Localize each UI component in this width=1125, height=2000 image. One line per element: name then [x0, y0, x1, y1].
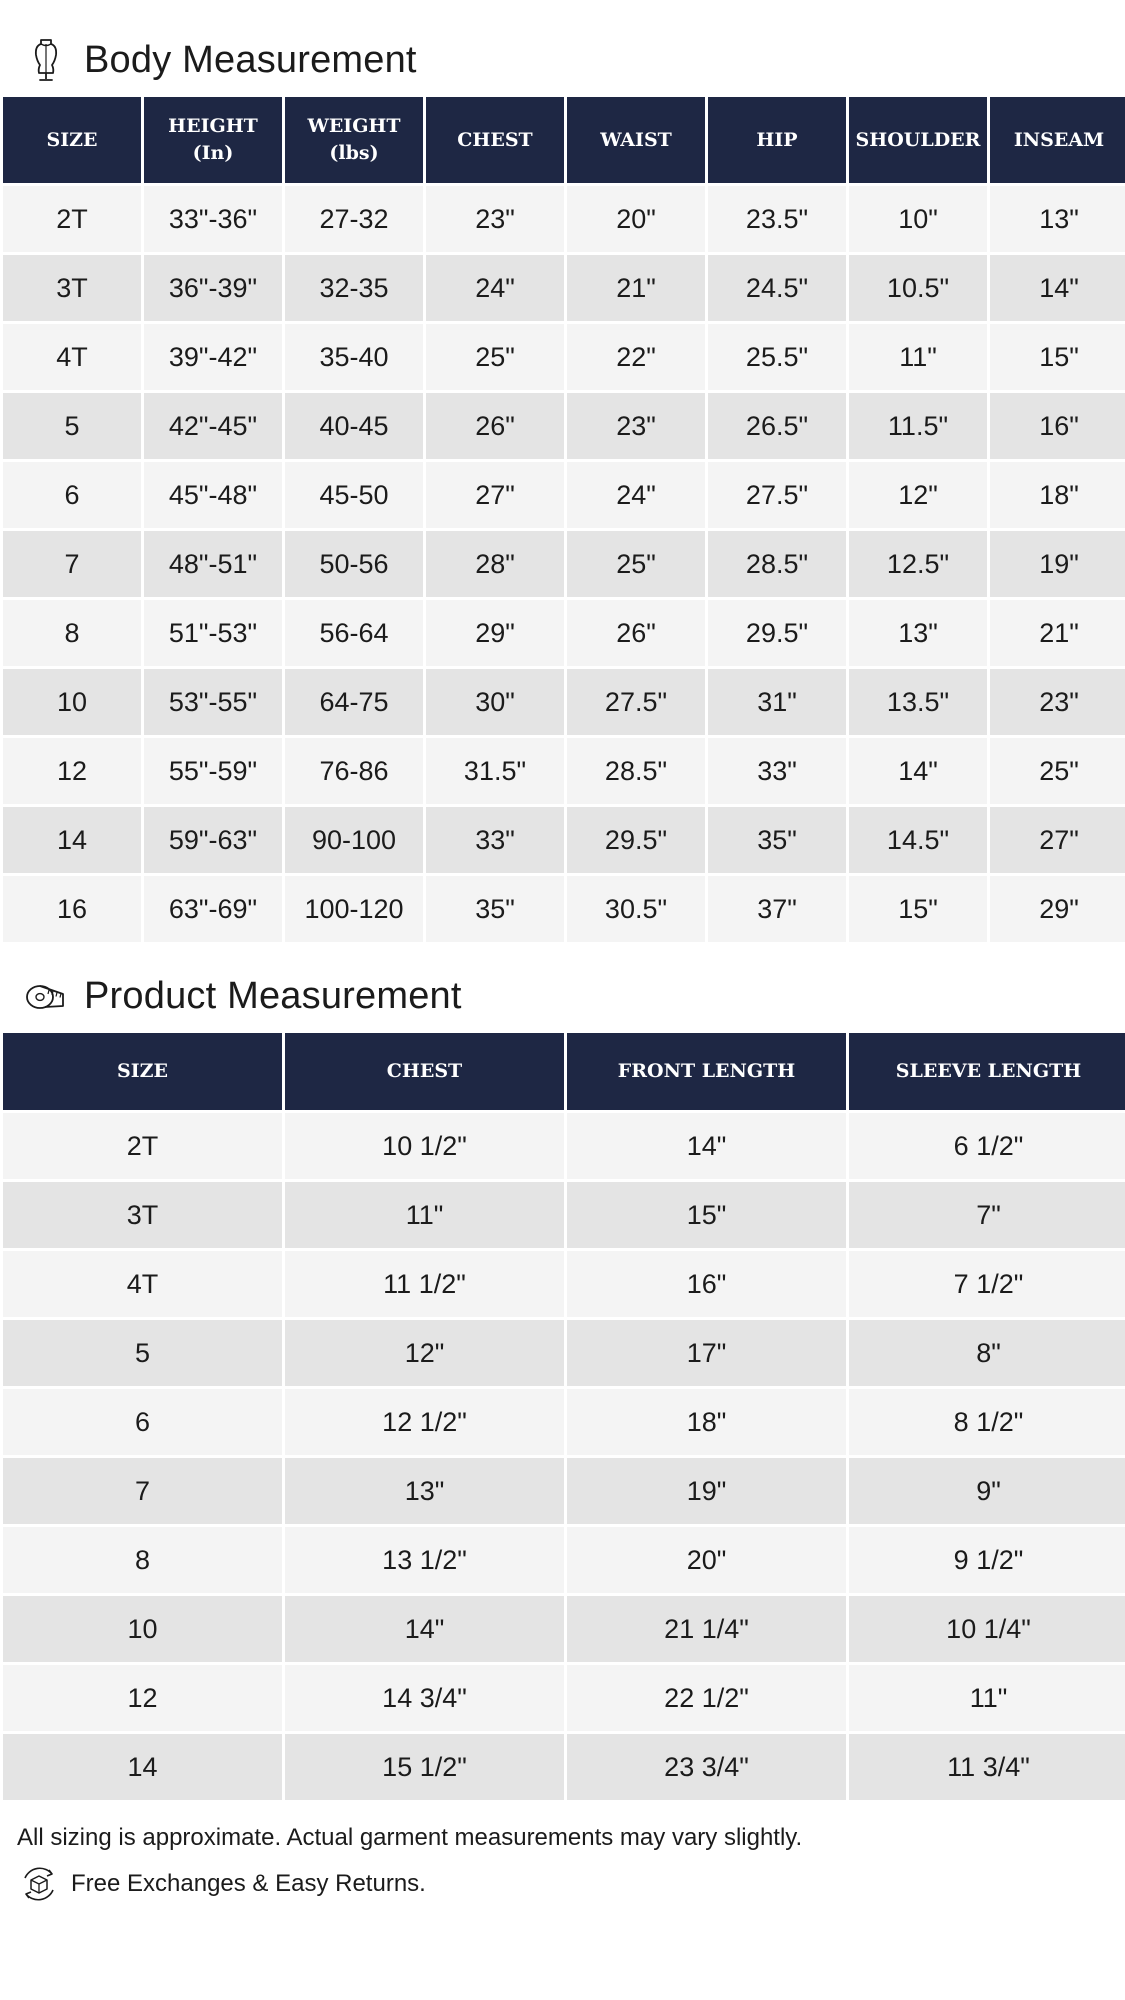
size-cell: 6	[3, 462, 141, 528]
column-header	[567, 1033, 846, 1110]
measurement-cell: 33"	[708, 738, 846, 804]
measurement-cell: 35-40	[285, 324, 423, 390]
table-row	[3, 600, 1125, 666]
measurement-cell: 10 1/4"	[849, 1596, 1125, 1662]
table-row	[3, 738, 1125, 804]
measurement-cell: 14"	[990, 255, 1125, 321]
measurement-cell: 23 3/4"	[567, 1734, 846, 1800]
column-header	[3, 97, 141, 183]
measurement-cell: 10 1/2"	[285, 1113, 564, 1179]
table-row	[3, 393, 1125, 459]
measurement-cell: 24.5"	[708, 255, 846, 321]
measurement-cell: 35"	[426, 876, 564, 942]
table-row	[3, 807, 1125, 873]
table-row	[3, 324, 1125, 390]
measurement-cell: 12"	[849, 462, 987, 528]
measurement-cell: 27"	[990, 807, 1125, 873]
body-measurement-heading	[0, 30, 417, 90]
measurement-cell: 15"	[990, 324, 1125, 390]
measurement-cell: 13.5"	[849, 669, 987, 735]
measurement-cell: 64-75	[285, 669, 423, 735]
column-header	[3, 1033, 282, 1110]
product-measurement-heading	[0, 966, 462, 1026]
measurement-cell: 7 1/2"	[849, 1251, 1125, 1317]
column-header	[144, 97, 282, 183]
table-row	[3, 186, 1125, 252]
measurement-cell: 23"	[426, 186, 564, 252]
column-header-label: WAIST	[600, 128, 672, 151]
measurement-cell: 25"	[567, 531, 705, 597]
measurement-cell: 15 1/2"	[285, 1734, 564, 1800]
measurement-cell: 26"	[567, 600, 705, 666]
dress-form-icon	[16, 30, 76, 90]
measurement-cell: 21 1/4"	[567, 1596, 846, 1662]
measurement-cell: 31"	[708, 669, 846, 735]
table-header-row	[3, 1033, 1125, 1110]
exchange-box-icon	[17, 1862, 61, 1906]
measurement-cell: 27.5"	[567, 669, 705, 735]
measurement-cell: 13 1/2"	[285, 1527, 564, 1593]
measurement-cell: 21"	[990, 600, 1125, 666]
product-measurement-table	[0, 1030, 1125, 1803]
table-row	[3, 1734, 1125, 1800]
measurement-cell: 16"	[567, 1251, 846, 1317]
measurement-cell: 9 1/2"	[849, 1527, 1125, 1593]
size-cell: 7	[3, 1458, 282, 1524]
measurement-cell: 50-56	[285, 531, 423, 597]
sizing-disclaimer: All sizing is approximate. Actual garment measurements may vary slightly.	[17, 1824, 803, 1851]
measurement-cell: 11 1/2"	[285, 1251, 564, 1317]
measurement-cell: 45-50	[285, 462, 423, 528]
table-row	[3, 1458, 1125, 1524]
measurement-cell: 7"	[849, 1182, 1125, 1248]
measurement-cell: 24"	[426, 255, 564, 321]
measurement-cell: 8 1/2"	[849, 1389, 1125, 1455]
measurement-cell: 30.5"	[567, 876, 705, 942]
size-cell: 16	[3, 876, 141, 942]
measurement-cell: 59"-63"	[144, 807, 282, 873]
size-cell: 5	[3, 393, 141, 459]
measurement-cell: 25.5"	[708, 324, 846, 390]
column-header	[990, 97, 1125, 183]
returns-info	[17, 1862, 426, 1906]
body-measurement-table	[0, 94, 1125, 945]
table-row	[3, 1113, 1125, 1179]
measurement-cell: 23"	[567, 393, 705, 459]
measurement-cell: 26"	[426, 393, 564, 459]
measurement-cell: 11"	[285, 1182, 564, 1248]
column-header-label: SIZE	[46, 128, 98, 151]
column-header-label: (lbs)	[329, 142, 379, 164]
column-header-label: CHEST	[386, 1060, 463, 1082]
measurement-cell: 12 1/2"	[285, 1389, 564, 1455]
measurement-cell: 51"-53"	[144, 600, 282, 666]
measurement-cell: 21"	[567, 255, 705, 321]
size-cell: 10	[3, 669, 141, 735]
measurement-cell: 14.5"	[849, 807, 987, 873]
size-cell: 2T	[3, 186, 141, 252]
column-header-label: SHOULDER	[855, 128, 981, 151]
size-cell: 10	[3, 1596, 282, 1662]
measurement-cell: 29"	[990, 876, 1125, 942]
measurement-cell: 13"	[285, 1458, 564, 1524]
measurement-cell: 20"	[567, 1527, 846, 1593]
size-cell: 2T	[3, 1113, 282, 1179]
size-cell: 3T	[3, 255, 141, 321]
table-header-row	[3, 97, 1125, 183]
size-cell: 5	[3, 1320, 282, 1386]
measurement-cell: 48"-51"	[144, 531, 282, 597]
measurement-cell: 32-35	[285, 255, 423, 321]
measurement-cell: 42"-45"	[144, 393, 282, 459]
measurement-cell: 31.5"	[426, 738, 564, 804]
measurement-cell: 22"	[567, 324, 705, 390]
column-header	[849, 97, 987, 183]
measurement-cell: 17"	[567, 1320, 846, 1386]
measurement-cell: 27.5"	[708, 462, 846, 528]
measurement-cell: 28.5"	[567, 738, 705, 804]
measurement-cell: 56-64	[285, 600, 423, 666]
table-row	[3, 255, 1125, 321]
measurement-cell: 14 3/4"	[285, 1665, 564, 1731]
measurement-cell: 53"-55"	[144, 669, 282, 735]
measurement-cell: 28"	[426, 531, 564, 597]
measurement-cell: 23"	[990, 669, 1125, 735]
measurement-cell: 36"-39"	[144, 255, 282, 321]
measurement-cell: 25"	[426, 324, 564, 390]
table-row	[3, 1665, 1125, 1731]
table-row	[3, 1251, 1125, 1317]
measurement-cell: 30"	[426, 669, 564, 735]
measurement-cell: 55"-59"	[144, 738, 282, 804]
column-header-label: HEIGHT	[168, 115, 258, 137]
measurement-cell: 18"	[567, 1389, 846, 1455]
size-cell: 8	[3, 1527, 282, 1593]
measurement-cell: 45"-48"	[144, 462, 282, 528]
measurement-cell: 24"	[567, 462, 705, 528]
measurement-cell: 15"	[567, 1182, 846, 1248]
table-row	[3, 669, 1125, 735]
size-cell: 14	[3, 1734, 282, 1800]
product-measurement-title: Product Measurement	[84, 974, 462, 1017]
measurement-cell: 76-86	[285, 738, 423, 804]
measurement-cell: 90-100	[285, 807, 423, 873]
measurement-cell: 40-45	[285, 393, 423, 459]
measurement-cell: 63"-69"	[144, 876, 282, 942]
size-cell: 4T	[3, 324, 141, 390]
measuring-tape-icon	[16, 966, 76, 1026]
measurement-cell: 8"	[849, 1320, 1125, 1386]
measurement-cell: 14"	[849, 738, 987, 804]
measurement-cell: 10"	[849, 186, 987, 252]
measurement-cell: 13"	[990, 186, 1125, 252]
table-row	[3, 1527, 1125, 1593]
measurement-cell: 26.5"	[708, 393, 846, 459]
measurement-cell: 13"	[849, 600, 987, 666]
measurement-cell: 14"	[285, 1596, 564, 1662]
size-cell: 3T	[3, 1182, 282, 1248]
measurement-cell: 29.5"	[567, 807, 705, 873]
measurement-cell: 16"	[990, 393, 1125, 459]
measurement-cell: 19"	[990, 531, 1125, 597]
measurement-cell: 29.5"	[708, 600, 846, 666]
measurement-cell: 11"	[849, 1665, 1125, 1731]
table-row	[3, 531, 1125, 597]
measurement-cell: 35"	[708, 807, 846, 873]
measurement-cell: 11.5"	[849, 393, 987, 459]
column-header	[567, 97, 705, 183]
measurement-cell: 14"	[567, 1113, 846, 1179]
column-header-label: FRONT LENGTH	[617, 1060, 796, 1082]
column-header-label: SLEEVE LENGTH	[895, 1060, 1082, 1082]
measurement-cell: 11"	[849, 324, 987, 390]
measurement-cell: 27-32	[285, 186, 423, 252]
column-header	[285, 97, 423, 183]
size-cell: 12	[3, 738, 141, 804]
column-header	[426, 97, 564, 183]
measurement-cell: 22 1/2"	[567, 1665, 846, 1731]
table-row	[3, 1596, 1125, 1662]
column-header-label: (In)	[192, 142, 234, 164]
returns-text: Free Exchanges & Easy Returns.	[71, 1870, 426, 1897]
column-header	[849, 1033, 1125, 1110]
measurement-cell: 11 3/4"	[849, 1734, 1125, 1800]
column-header	[708, 97, 846, 183]
measurement-cell: 29"	[426, 600, 564, 666]
size-cell: 8	[3, 600, 141, 666]
column-header	[285, 1033, 564, 1110]
table-row	[3, 1182, 1125, 1248]
measurement-cell: 37"	[708, 876, 846, 942]
size-cell: 14	[3, 807, 141, 873]
column-header-label: CHEST	[457, 128, 533, 151]
measurement-cell: 6 1/2"	[849, 1113, 1125, 1179]
size-cell: 12	[3, 1665, 282, 1731]
table-row	[3, 462, 1125, 528]
size-cell: 6	[3, 1389, 282, 1455]
column-header-label: INSEAM	[1013, 128, 1105, 151]
column-header-label: WEIGHT	[307, 115, 401, 137]
measurement-cell: 15"	[849, 876, 987, 942]
table-row	[3, 1389, 1125, 1455]
measurement-cell: 9"	[849, 1458, 1125, 1524]
body-measurement-title: Body Measurement	[84, 38, 417, 81]
measurement-cell: 28.5"	[708, 531, 846, 597]
measurement-cell: 100-120	[285, 876, 423, 942]
measurement-cell: 10.5"	[849, 255, 987, 321]
measurement-cell: 33"	[426, 807, 564, 873]
measurement-cell: 27"	[426, 462, 564, 528]
column-header-label: HIP	[756, 128, 798, 151]
size-cell: 4T	[3, 1251, 282, 1317]
table-row	[3, 1320, 1125, 1386]
column-header-label: SIZE	[117, 1060, 168, 1082]
measurement-cell: 25"	[990, 738, 1125, 804]
measurement-cell: 39"-42"	[144, 324, 282, 390]
measurement-cell: 23.5"	[708, 186, 846, 252]
measurement-cell: 12"	[285, 1320, 564, 1386]
measurement-cell: 12.5"	[849, 531, 987, 597]
measurement-cell: 18"	[990, 462, 1125, 528]
size-cell: 7	[3, 531, 141, 597]
table-row	[3, 876, 1125, 942]
measurement-cell: 19"	[567, 1458, 846, 1524]
measurement-cell: 20"	[567, 186, 705, 252]
measurement-cell: 33"-36"	[144, 186, 282, 252]
